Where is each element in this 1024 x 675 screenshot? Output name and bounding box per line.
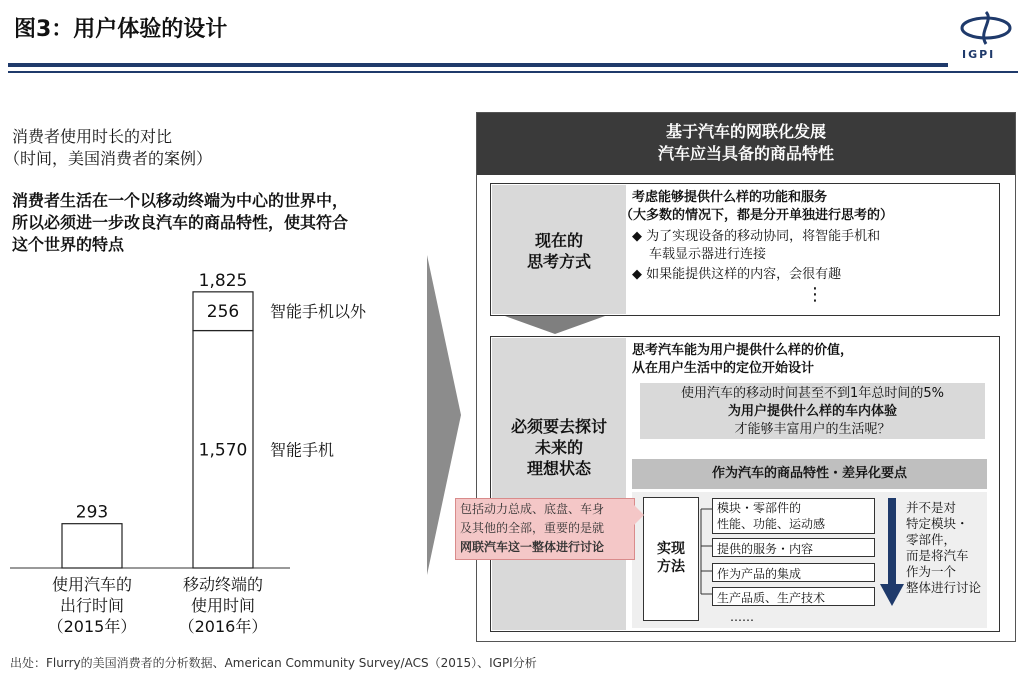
right-header-line-2: 汽车应当具备的商品特性 — [657, 144, 834, 163]
page-title: 图3：用户体验的设计 — [14, 17, 228, 42]
chart-heading: 消费者使用时长的对比 — [12, 127, 173, 146]
bar-1-total-label: 293 — [75, 502, 109, 523]
down-arrow-icon — [505, 316, 605, 336]
characteristics-title: 作为汽车的商品特性・差异化要点 — [711, 466, 907, 481]
impl-item-production: 生产品质、生产技术 — [712, 587, 875, 606]
current-bullet-1-line-2: 车载显示器进行连接 — [649, 247, 767, 262]
chart-subheading: （时间，美国消费者的案例） — [4, 149, 213, 168]
future-title-line-1: 思考汽车能为用户提供什么样的价值， — [632, 343, 854, 358]
current-ellipsis: ⋮ — [806, 284, 824, 305]
current-title: 考虑能够提供什么样的功能和服务 — [632, 190, 828, 205]
source-note: 出处：Flurry的美国消费者的分析数据、American Community Survey/ACS（2015）、IGPI分析 — [10, 656, 537, 670]
impl-item-services: 提供的服务・内容 — [712, 538, 875, 557]
bar-2-segment-2-label: 256 — [206, 302, 240, 323]
category-label-1-line-1: 使用汽车的 — [51, 575, 133, 594]
side-note-line-1: 并不是对 — [906, 500, 957, 515]
current-sub: （大多数的情况下，都是分开单独进行思考的） — [620, 208, 894, 223]
right-panel-header — [477, 113, 1015, 175]
current-bullet-2: ◆ 如果能提供这样的内容，会很有趣 — [632, 267, 842, 282]
future-title-line-2: 从在用户生活中的定位开始设计 — [632, 361, 815, 376]
impl-item-modules — [712, 498, 875, 534]
bar-2-segment-1-label: 1,570 — [198, 440, 248, 461]
series-label-smartphone: 智能手机 — [270, 440, 335, 460]
implementation-label-line-2: 方法 — [657, 559, 685, 575]
category-label-2-line-1: 移动终端的 — [182, 575, 264, 594]
summary-line-2: 所以必须进一步改良汽车的商品特性，使其符合 — [12, 213, 349, 232]
side-note-line-2: 特定模块・ — [906, 516, 969, 531]
question-box — [640, 383, 985, 439]
future-thinking-label-box — [492, 338, 626, 630]
current-bullet-1-line-1: ◆ 为了实现设备的移动协同，将智能手机和 — [632, 229, 881, 244]
callout-line-2: 及其他的全部，重要的是就 — [460, 521, 605, 535]
impl-item-integration: 作为产品的集成 — [712, 563, 875, 582]
current-thinking-label-box — [492, 185, 626, 314]
future-label-line-3: 理想状态 — [526, 459, 591, 478]
implementation-label-line-1: 实现 — [657, 541, 685, 557]
question-line-3: 才能够丰富用户的生活呢？ — [734, 422, 891, 437]
category-label-1-line-3: （2015年） — [47, 617, 137, 636]
logo-text: IGPI — [962, 48, 996, 61]
right-header-line-1: 基于汽车的网联化发展 — [665, 122, 826, 141]
callout-pointer — [634, 505, 646, 525]
series-label-non-smartphone: 智能手机以外 — [270, 302, 367, 322]
header-rule-thin — [8, 71, 1018, 73]
question-line-2: 为用户提供什么样的车内体验 — [727, 404, 897, 419]
summary-line-1: 消费者生活在一个以移动终端为中心的世界中， — [12, 191, 349, 210]
characteristics-bar — [632, 459, 987, 489]
igpi-logo-icon — [958, 8, 1014, 48]
header-rule-thick — [8, 63, 948, 67]
side-note-line-5: 作为一个 — [906, 564, 957, 579]
callout-line-1: 包括动力总成、底盘、车身 — [460, 502, 605, 516]
callout-line-3: 网联汽车这一整体进行讨论 — [460, 540, 605, 554]
impl-item-modules-line-1: 模块・零部件的 — [717, 501, 802, 515]
future-label-line-2: 未来的 — [534, 438, 583, 457]
side-note-line-4: 而是将汽车 — [906, 548, 969, 563]
callout-note — [455, 498, 635, 560]
implementation-label-box — [643, 497, 699, 621]
bar-2-total-label: 1,825 — [198, 270, 248, 291]
usage-time-chart — [0, 255, 420, 645]
question-line-1: 使用汽车的移动时间甚至不到1年总时间的5% — [681, 386, 944, 401]
category-label-2-line-3: （2016年） — [178, 617, 268, 636]
downward-flow-arrow-icon — [880, 498, 904, 608]
side-note — [906, 500, 981, 596]
summary-line-3: 这个世界的特点 — [12, 235, 125, 254]
category-label-1-line-2: 出行时间 — [59, 596, 125, 615]
current-label-line-2: 思考方式 — [526, 252, 591, 271]
side-note-line-3: 零部件， — [906, 532, 957, 547]
impl-connector — [700, 504, 714, 604]
future-label-line-1: 必须要去探讨 — [510, 417, 607, 436]
category-label-2-line-2: 使用时间 — [190, 596, 256, 615]
current-label-line-1: 现在的 — [534, 231, 583, 250]
bar-1-segment-1 — [62, 524, 122, 568]
impl-item-modules-line-2: 性能、功能、运动感 — [717, 517, 826, 531]
impl-item-more: …… — [730, 610, 754, 624]
side-note-line-6: 整体进行讨论 — [906, 580, 982, 595]
